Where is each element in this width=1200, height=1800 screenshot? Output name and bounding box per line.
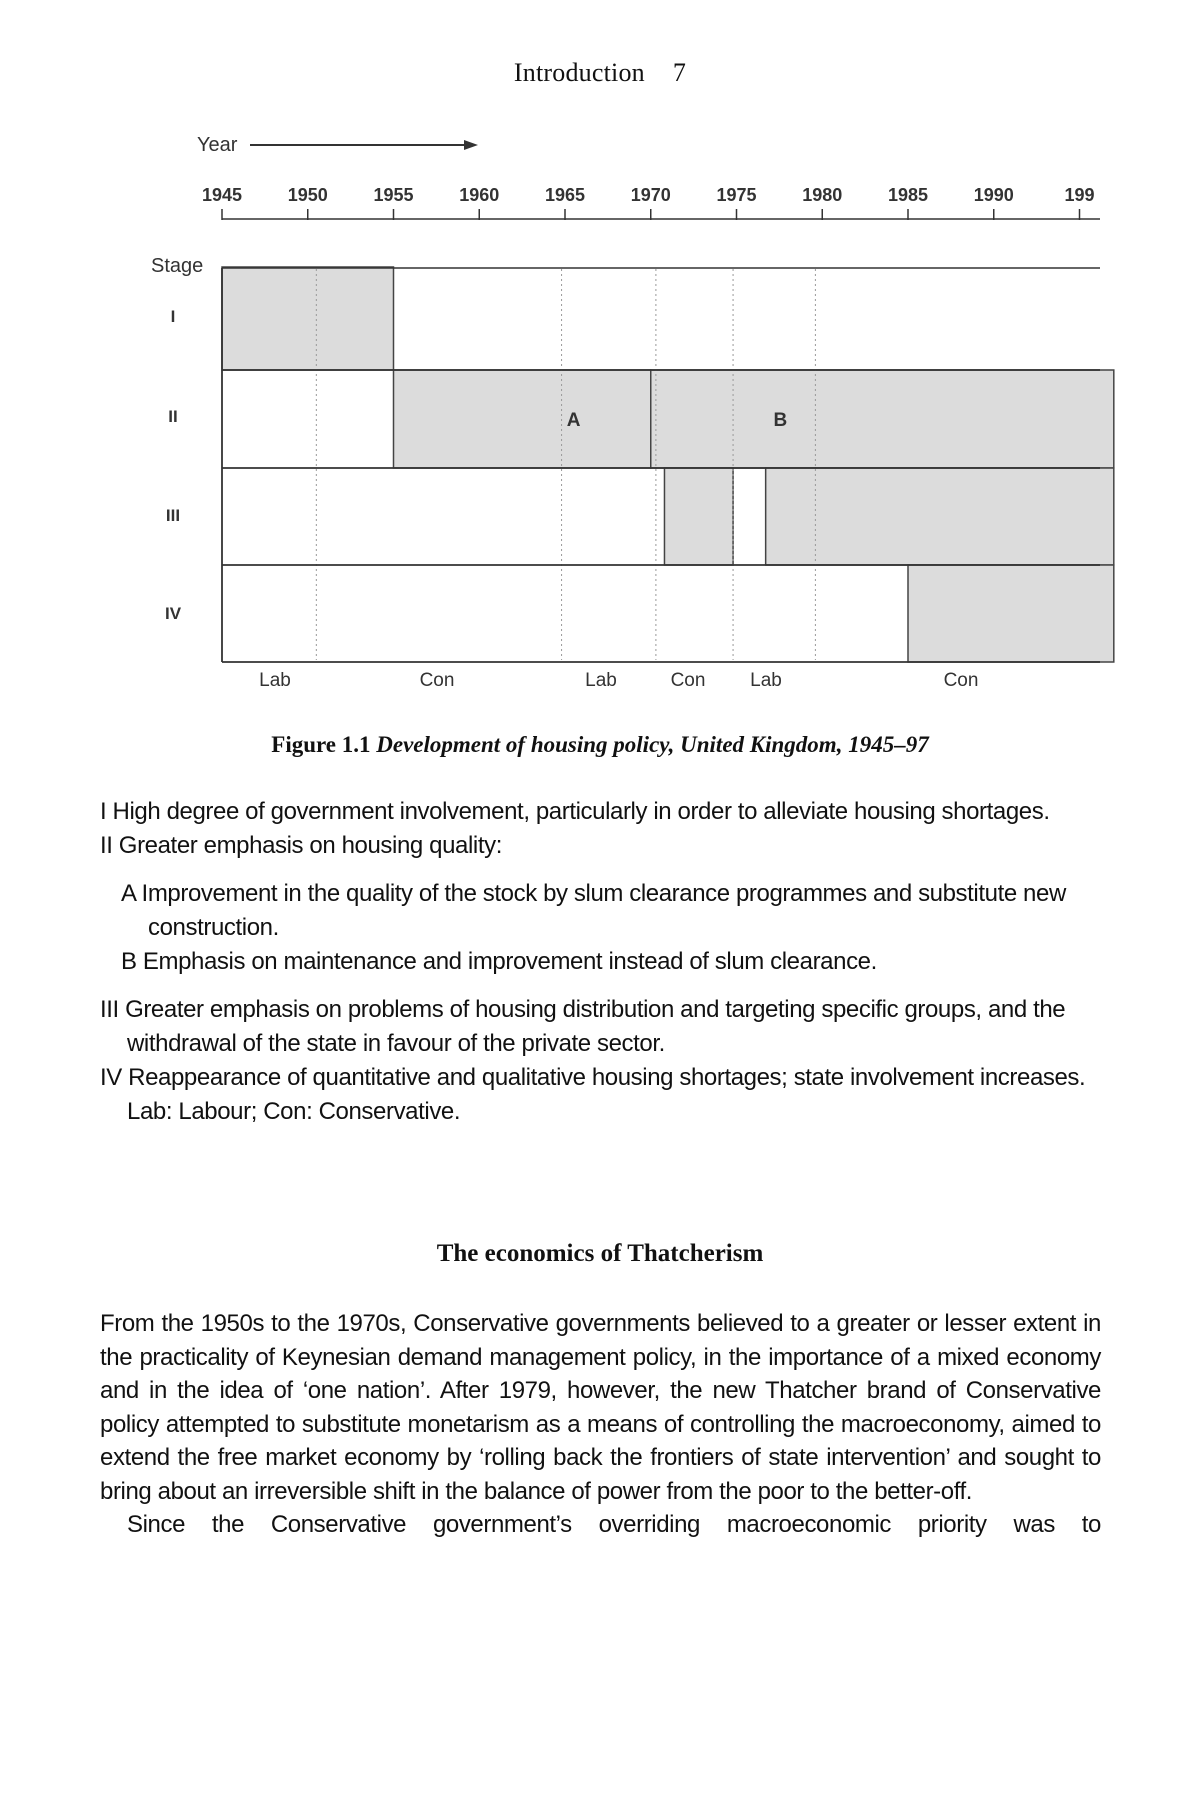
legend-stage-iib: B Emphasis on maintenance and improvement instead of slum clearance. xyxy=(121,948,877,975)
year-tick-label: 1955 xyxy=(373,185,414,205)
year-tick-label: 1950 xyxy=(287,185,328,205)
legend-stage-ii: II Greater emphasis on housing quality: xyxy=(100,832,502,859)
period-block xyxy=(394,370,651,468)
period-block xyxy=(664,468,733,565)
running-title: Introduction xyxy=(513,58,645,87)
period-block xyxy=(651,370,1114,468)
government-label: Lab xyxy=(259,670,291,691)
figure-label: Figure 1.1 xyxy=(271,732,371,757)
page-number: 7 xyxy=(672,58,687,87)
legend-stage-iia: A Improvement in the quality of the stock by slum clearance programmes and substitute new construction. xyxy=(121,880,1066,941)
figure-caption xyxy=(0,732,1200,758)
stage-axis-title: Stage xyxy=(151,255,204,277)
paragraph-2: Since the Conservative government’s overriding macroeconomic priority was to xyxy=(127,1511,1101,1538)
year-arrow-head xyxy=(464,140,478,150)
paragraph-1: From the 1950s to the 1970s, Conservative governments believed to a greater or lesser extent in the practicality of Keynesian demand management policy, in the importance of a mixed economy and in the idea of ‘one nation’. After 1979, however, the new Thatcher brand of Conservative policy attempted to substitute monetarism as a means of controlling the macroeconomy, aimed to extend the free market economy by ‘rolling back the frontiers of state intervention’ and sought to bring about an irreversible shift in the balance of power from the poor to the better-off. xyxy=(100,1310,1101,1505)
year-tick-label: 1970 xyxy=(630,185,671,205)
legend-stage-iv: IV Reappearance of quantitative and qualitative housing shortages; state involvement increases. Lab: Labour; Con: Conservative. xyxy=(100,1064,1086,1125)
year-tick-label: 1945 xyxy=(201,185,243,205)
government-label: Con xyxy=(419,670,455,691)
government-label: Con xyxy=(943,670,979,691)
period-label-b: B xyxy=(773,410,788,431)
section-heading: The economics of Thatcherism xyxy=(436,1240,764,1267)
government-label: Lab xyxy=(585,670,617,691)
year-tick-label: 1985 xyxy=(887,185,929,205)
stage-label-iii: III xyxy=(165,506,181,525)
body-text xyxy=(100,1307,1101,1542)
stage-label-iv: IV xyxy=(164,604,182,623)
period-label-a: A xyxy=(566,410,581,431)
stage-label-i: I xyxy=(170,307,176,326)
year-tick-label: 1980 xyxy=(802,185,843,205)
year-tick-label: 1990 xyxy=(973,185,1014,205)
government-label: Con xyxy=(670,670,706,691)
page-header xyxy=(0,58,1200,88)
period-block xyxy=(222,267,394,370)
period-block xyxy=(766,468,1114,565)
legend-stage-iii: III Greater emphasis on problems of housing distribution and targeting specific groups, and the withdrawal of the state in favour of the private sector. xyxy=(100,996,1066,1057)
period-block xyxy=(908,565,1114,662)
figure-title: Development of housing policy, United Kingdom, 1945–97 xyxy=(376,732,929,757)
legend-stage-i: I High degree of government involvement, particularly in order to alleviate housing shortages. xyxy=(100,798,1050,825)
year-tick-label: 199 xyxy=(1064,185,1095,205)
figure-legend xyxy=(100,795,1100,1129)
axis-title-year: Year xyxy=(197,134,238,156)
year-tick-label: 1965 xyxy=(544,185,586,205)
government-label: Lab xyxy=(750,670,782,691)
stage-label-ii: II xyxy=(168,407,178,426)
year-tick-label: 1960 xyxy=(459,185,500,205)
housing-policy-timeline-figure xyxy=(0,120,1200,710)
year-tick-label: 1975 xyxy=(716,185,757,205)
